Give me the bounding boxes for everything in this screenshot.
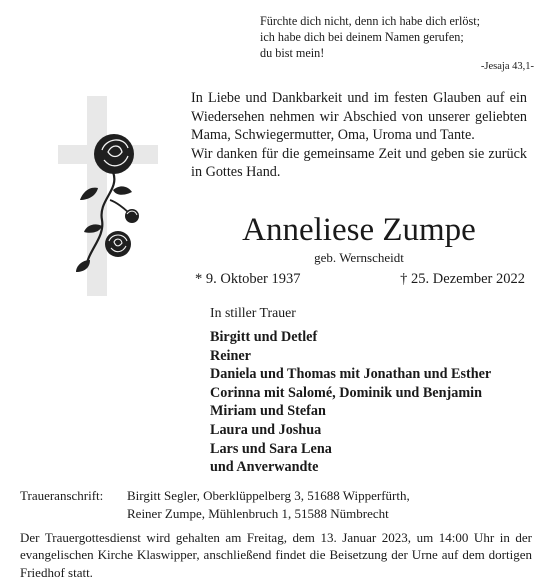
verse-source: -Jesaja 43,1- [480,61,534,72]
address-line: Reiner Zumpe, Mühlenbruch 1, 51588 Nümbrecht [127,506,389,521]
mourners-list [210,328,491,477]
verse-line: du bist mein! [260,46,325,60]
address-line: Birgitt Segler, Oberklüppelberg 3, 51688 Wipperfürth, [127,488,410,503]
mourner-name: Corinna mit Salomé, Dominik und Benjamin [210,384,482,401]
verse-line: Fürchte dich nicht, denn ich habe dich erlöst; [260,14,480,28]
service-details: Der Trauergottesdienst wird gehalten am Freitag, dem 13. Januar 2023, um 14:00 Uhr in der evangelischen Kirche Klaswipper, anschließend findet die Beisetzung der Urne auf dem dortigen Friedhof statt. [20,530,532,580]
maiden-name: geb. Wernscheidt [314,250,404,265]
mourner-name: Miriam und Stefan [210,403,326,420]
mourner-name: Reiner [210,347,251,364]
mourner-name: Daniela und Thomas mit Jonathan und Esther [210,366,492,383]
mourner-name: Birgitt und Detlef [210,329,318,345]
mourner-name: Laura und Joshua [210,421,322,438]
intro-text [191,89,527,182]
birth-date: * 9. Oktober 1937 [195,271,301,287]
mourner-name: und Anverwandte [210,459,319,476]
mourning-intro: In stiller Trauer [210,305,296,320]
intro-paragraph: In Liebe und Dankbarkeit und im festen Glauben auf ein Wiedersehen nehmen wir Abschied von unserer geliebten Mama, Schwiegermutter, Oma, Uroma und Tante. [191,90,527,144]
death-date: † 25. Dezember 2022 [400,271,525,287]
cross-with-roses-icon [58,90,168,300]
deceased-name: Anneliese Zumpe [242,212,476,248]
verse-line: ich habe dich bei deinem Namen gerufen; [260,30,464,44]
address-label: Traueranschrift: [20,488,104,503]
intro-paragraph: Wir danken für die gemeinsame Zeit und geben sie zurück in Gottes Hand. [191,145,527,181]
bible-verse [260,13,530,61]
mourner-name: Lars und Sara Lena [210,440,332,457]
